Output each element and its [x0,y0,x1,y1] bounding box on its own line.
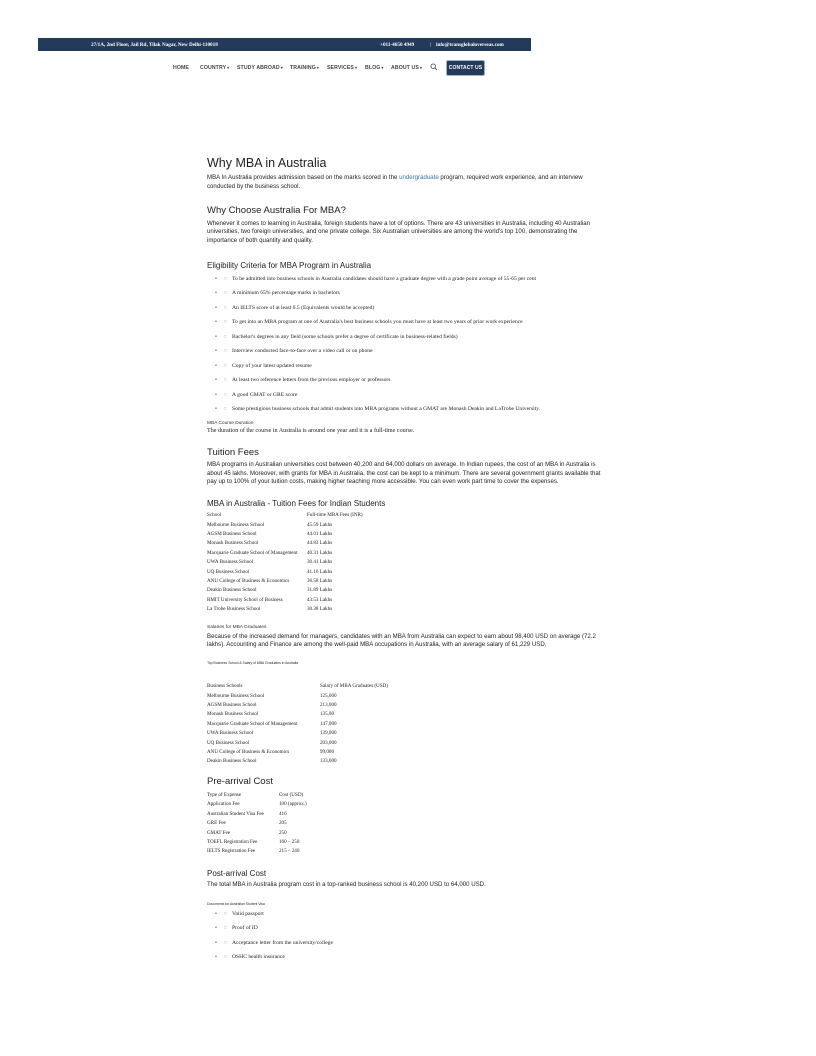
table-row [207,720,388,729]
table-cell: UWA Business School [207,559,254,566]
checkbox-glyph-icon: □ [224,954,227,960]
list-item-text: A good GMAT or GRE score [232,391,298,398]
list-item [215,301,607,316]
why-choose-text: Whenever it comes to learning in Australia, foreign students have a lot of options. There are 43 universities in Australia, including 40 Australian universities, two foreign universities, and one private college. Six Australian universities are among the world's top 100, demonstrating the importance of both quantity and quality. [207,219,590,245]
table-header: Cost (USD) [279,791,304,798]
checkbox-glyph-icon: □ [224,348,227,354]
table-cell: 250 [279,829,287,836]
checkbox-glyph-icon: □ [224,391,227,397]
table-cell: Monash Business School [207,711,259,718]
list-item-text: A minimum 65% percentage marks in bachelors [232,290,340,297]
table-cell: Macquarie Graduate School of Management [207,720,298,727]
table-cell: UQ Business School [207,568,250,575]
table-cell: IELTS Registration Fee [207,848,256,855]
nav-country-label: COUNTRY [200,65,227,71]
nav-training[interactable] [290,65,319,71]
table-cell: AGSM Business School [207,530,257,537]
table-row [207,577,363,586]
table-row [207,596,363,605]
table-cell: 44.01 Lakhs [307,530,333,537]
list-item-text: To get into an MBA program at one of Australia's best business schools you must have at least two years of prior work experience [232,319,523,326]
checkbox-glyph-icon: □ [224,290,227,296]
list-item-text: OSHC health insurance [232,954,285,961]
table-cell: GMAT Fee [207,829,230,836]
why-mba-intro [207,174,607,192]
table-cell: La Trobe Business School [207,606,261,613]
table-cell: 44.83 Lakhs [307,540,333,547]
duration-label: MBA Course Duration [207,420,254,426]
table-cell: Deakin Business School [207,587,257,594]
checkbox-glyph-icon: □ [224,406,227,412]
nav-country[interactable] [200,65,229,71]
bullet: • [215,377,217,384]
table-cell: Melbourne Business School [207,692,265,699]
topbar-separator: | [430,42,432,48]
nav-about-us-label: ABOUT US [391,65,419,71]
table-cell: GRE Fee [207,820,226,827]
checkbox-glyph-icon: □ [224,275,227,281]
fees-table-heading: MBA in Australia - Tuition Fees for Indian Students [207,499,386,509]
chevron-down-icon: ▾ [419,65,422,70]
table-cell: Australian Student Visa Fee [207,810,264,817]
list-item [215,359,607,374]
table-cell: 416 [279,810,287,817]
table-cell: Application Fee [207,801,240,808]
why-mba-intro-post: program, required work experience, and an interview conducted by the business school. [207,174,583,190]
contact-us-button[interactable]: CONTACT US [446,60,485,76]
salary-table-label: Top Business School & Salary of MBA Graduates in Australia [207,661,299,666]
list-item-text: An IELTS score of at least 6.5 (Equivalents would be accepted) [232,304,375,311]
table-cell: ANU College of Business & Economics [207,578,290,585]
nav-services[interactable] [327,65,357,71]
table-row [207,605,363,614]
list-item-text: To be admitted into business schools in Australia candidates should have a graduate degree with a grade point average of 55-65 per cent [232,275,537,282]
table-cell: 43.53 Lakhs [307,596,333,603]
salaries-label: Salaries for MBA Graduates [207,624,267,630]
table-row [207,558,363,567]
nav-blog[interactable] [365,65,384,71]
chevron-down-icon: ▾ [280,65,283,70]
table-row [207,819,307,828]
table-row [207,838,307,847]
table-header: Type of Expense [207,791,242,798]
why-mba-intro-pre: MBA In Australia provides admission based on the marks scored in the [207,174,400,181]
bullet: • [215,910,217,917]
list-item [215,373,607,388]
table-cell: 100 (approx.) [279,801,307,808]
list-item-text: Some prestigious business schools that admit students into MBA programs without a GMAT are Monash Deakin and LaTrobe University. [232,406,541,413]
table-header: School [207,512,222,519]
table-header: Business Schools [207,683,243,690]
chevron-down-icon: ▾ [354,65,358,70]
checkbox-glyph-icon: □ [224,333,227,339]
table-cell: TOEFL Registration Fee [207,838,258,845]
phone-link[interactable]: +011-4650 4949 [380,42,415,48]
table-header-row [207,511,363,520]
table-row [207,692,388,701]
checkbox-glyph-icon: □ [224,377,227,383]
table-cell: Melbourne Business School [207,521,265,528]
salaries-text: Because of the increased demand for managers, candidates with an MBA from Australia can expect to earn about 98,400 USD on average (72.2 lakhs). Accounting and Finance are among the well-paid MBA occupations in Australia, with an average salary of 61,229 USD. [207,632,596,649]
table-cell: 135,00 [320,711,335,718]
table-row [207,829,307,838]
bullet: • [215,290,217,297]
table-row [207,530,363,539]
documents-list [215,907,607,965]
table-header-row [207,791,307,800]
table-row [207,549,363,558]
documents-label: Documents for Australian Student Visa [207,901,265,906]
chevron-down-icon: ▾ [381,65,384,70]
table-cell: 31.89 Lakhs [307,587,333,594]
post-arrival-heading: Post-arrival Cost [207,868,267,878]
list-item-text: Valid passport [232,910,264,917]
table-row [207,701,388,710]
nav-services-label: SERVICES [327,65,354,71]
table-row [207,568,363,577]
table-row [207,521,363,530]
list-item [215,402,607,417]
nav-study-abroad-label: STUDY ABROAD [237,65,280,71]
duration-text: The duration of the course in Australia is around one year and it is a full-time course. [207,427,415,434]
table-row [207,729,388,738]
main-nav [0,60,816,76]
table-cell: Monash Business School [207,540,259,547]
table-row [207,586,363,595]
page-title: Why MBA in Australia [207,156,327,170]
list-item [215,907,607,922]
list-item-text: Interview conducted face-to-face over a video call or on phone [232,348,373,355]
list-item [215,330,607,345]
table-cell: 40.31 Lakhs [307,549,333,556]
table-cell: 213,000 [320,702,337,709]
list-item [215,315,607,330]
salary-table [207,682,388,767]
table-cell: 99,000 [320,749,335,756]
email-link[interactable]: info@transglobaloverseas.com [436,42,504,48]
nav-about-us[interactable] [391,65,422,71]
table-cell: ANU College of Business & Economics [207,749,290,756]
bullet: • [215,406,217,413]
nav-home[interactable]: HOME [173,65,189,71]
list-item-text: Acceptance letter from the university/college [232,939,333,946]
bullet: • [215,391,217,398]
fees-table [207,511,363,614]
list-item [215,286,607,301]
search-icon[interactable] [430,63,438,71]
list-item [215,936,607,951]
bullet: • [215,362,217,369]
table-cell: 30.41 Lakhs [307,559,333,566]
table-row [207,800,307,809]
table-cell: 147,000 [320,720,337,727]
table-row [207,847,307,856]
table-row [207,710,388,719]
pre-arrival-table [207,791,307,857]
bullet: • [215,304,217,311]
eligibility-heading: Eligibility Criteria for MBA Program in Australia [207,260,372,270]
bullet: • [215,348,217,355]
list-item-text: Bachelor's degrees in any field (some schools prefer a degree of certificate in business-related fields) [232,333,458,340]
table-cell: UWA Business School [207,730,254,737]
table-row [207,539,363,548]
bullet: • [215,954,217,961]
table-cell: 203,000 [320,739,337,746]
table-row [207,810,307,819]
table-header: Full-time MBA Fees (INR) [307,512,363,519]
chevron-down-icon: ▾ [227,65,230,70]
table-row [207,739,388,748]
bullet: • [215,275,217,282]
list-item-text: Copy of your latest updated resume [232,362,312,369]
pre-arrival-heading: Pre-arrival Cost [207,775,273,787]
top-contact-bar [38,38,531,51]
bullet: • [215,319,217,326]
table-cell: 215 – 240 [279,848,300,855]
bullet: • [215,333,217,340]
table-cell: 205 [279,820,287,827]
list-item [215,272,607,287]
table-header-row [207,682,388,691]
checkbox-glyph-icon: □ [224,939,227,945]
table-cell: 45.59 Lakhs [307,521,333,528]
nav-blog-label: BLOG [365,65,381,71]
table-cell: 36.58 Lakhs [307,578,333,585]
table-cell: 160 – 250 [279,838,300,845]
chevron-down-icon: ▾ [316,65,319,70]
list-item [215,950,607,965]
bullet: • [215,925,217,932]
post-arrival-text: The total MBA in Australia program cost in a top-ranked business school is 40,200 USD to 64,000 USD. [207,880,486,888]
table-cell: 41.16 Lakhs [307,568,333,575]
list-item-text: At least two reference letters from the previous employer or professors [232,377,391,384]
nav-training-label: TRAINING [290,65,316,71]
list-item [215,388,607,403]
table-cell: Macquarie Graduate School of Management [207,549,298,556]
checkbox-glyph-icon: □ [224,304,227,310]
table-cell: AGSM Business School [207,702,257,709]
table-cell: 139,000 [320,730,337,737]
checkbox-glyph-icon: □ [224,925,227,931]
table-cell: 133,000 [320,758,337,765]
checkbox-glyph-icon: □ [224,362,227,368]
nav-study-abroad[interactable] [237,65,283,71]
table-row [207,748,388,757]
table-cell: 125,000 [320,692,337,699]
address-text: 27/1A, 2nd Floor, Jail Rd, Tilak Nagar, New Delhi-110018 [91,42,218,48]
checkbox-glyph-icon: □ [224,910,227,916]
list-item [215,344,607,359]
eligibility-list [215,272,607,417]
undergraduate-link[interactable]: undergraduate [399,174,439,181]
why-choose-heading: Why Choose Australia For MBA? [207,204,346,216]
article-content [207,155,607,965]
list-item-text: Proof of ID [232,925,258,932]
tuition-text: MBA programs in Australian universities cost between 40,200 and 64,000 dollars on average. In Indian rupees, the cost of an MBA in Australia is about 45 lakhs. Moreover, with grants for MBA in Australia, the cost can be kept to a minimum. There are several government grants available that pay up to 100% of your tuition costs, making higher teaching more accessible. You can even work part time to cover the expenses. [207,460,601,486]
table-header: Salary of MBA Graduates (USD) [320,683,388,690]
table-row [207,757,388,766]
table-cell: Deakin Business School [207,758,257,765]
list-item [215,921,607,936]
tuition-heading: Tuition Fees [207,446,259,458]
bullet: • [215,939,217,946]
table-cell: 30.38 Lakhs [307,606,333,613]
table-cell: RMIT University School of Business [207,596,283,603]
table-cell: UQ Business School [207,739,250,746]
checkbox-glyph-icon: □ [224,319,227,325]
